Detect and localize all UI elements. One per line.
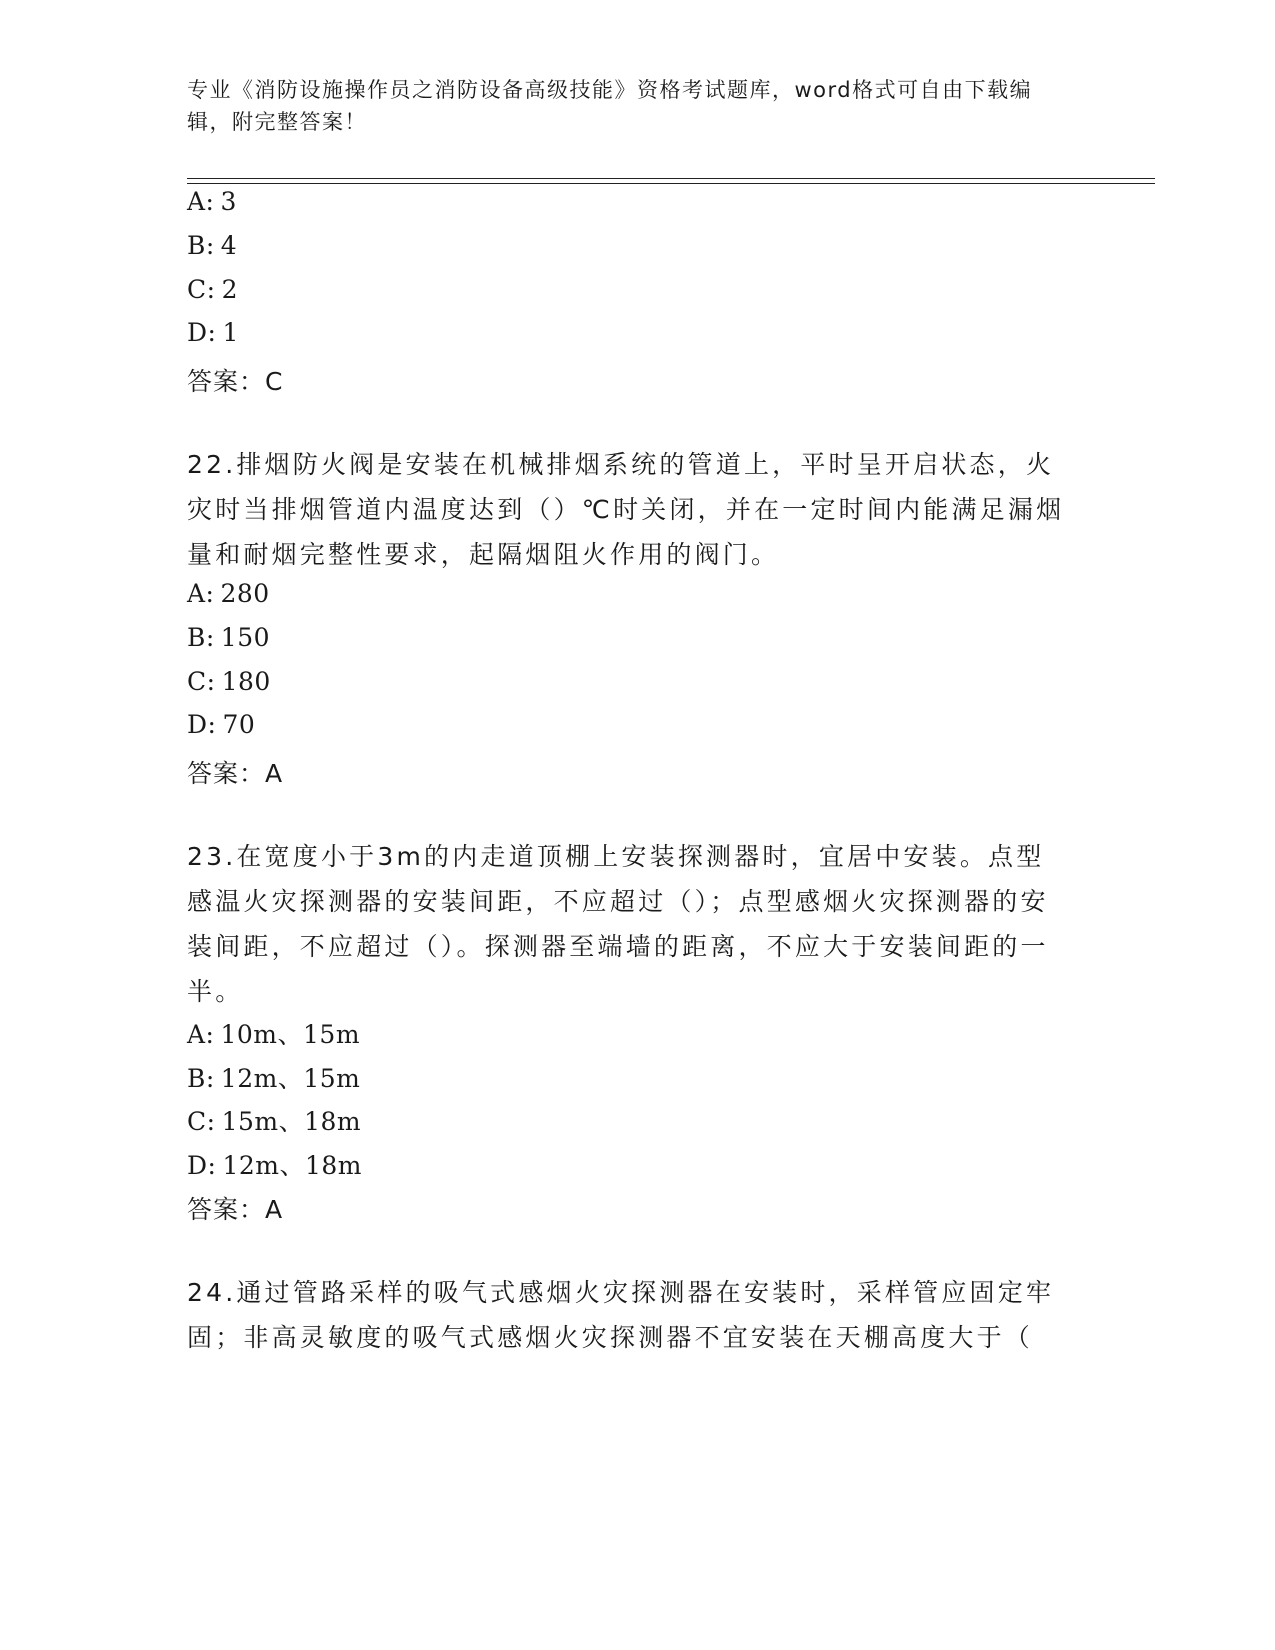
- option-text: 280: [220, 579, 270, 608]
- q21-option-d: [187, 318, 239, 347]
- option-label: A:: [187, 579, 215, 608]
- q23-option-c: [187, 1102, 361, 1138]
- q24-stem: 24.通过管路采样的吸气式感烟火灾探测器在安装时，采样管应固定牢固；非高灵敏度的吸气式感烟火灾探测器不宜安装在天棚高度大于（: [187, 1278, 1055, 1352]
- option-label: C:: [187, 275, 216, 304]
- option-text: 12m、15m: [220, 1064, 361, 1093]
- option-label: A:: [187, 1020, 215, 1049]
- option-label: D:: [187, 1151, 217, 1180]
- option-label: A:: [187, 187, 215, 216]
- q23-answer: 答案：A: [187, 1195, 284, 1224]
- option-label: D:: [187, 710, 217, 739]
- option-text: 180: [221, 667, 271, 696]
- option-label: C:: [187, 667, 216, 696]
- q22-answer: 答案：A: [187, 759, 284, 788]
- option-label: B:: [187, 1064, 215, 1093]
- header-divider-bottom: [187, 183, 1155, 184]
- option-text: 10m、15m: [220, 1020, 361, 1049]
- q21-answer: 答案：C: [187, 367, 284, 396]
- q22-stem: 22.排烟防火阀是安装在机械排烟系统的管道上，平时呈开启状态，火灾时当排烟管道内温度达到（）℃时关闭，并在一定时间内能满足漏烟量和耐烟完整性要求，起隔烟阻火作用的阀门。: [187, 450, 1065, 569]
- option-text: 15m、18m: [221, 1107, 362, 1136]
- q22-option-d: [187, 710, 255, 739]
- q23-option-a: [187, 1015, 360, 1051]
- option-label: D:: [187, 318, 217, 347]
- header-divider-top: [187, 178, 1155, 179]
- option-text: 70: [222, 710, 256, 739]
- option-text: 3: [220, 187, 237, 216]
- option-text: 150: [220, 623, 271, 652]
- document-header: 专业《消防设施操作员之消防设备高级技能》资格考试题库，word格式可自由下载编辑，附完整答案！: [187, 78, 1033, 134]
- option-text: 1: [222, 318, 239, 347]
- q22-option-b: [187, 623, 270, 652]
- option-label: B:: [187, 623, 215, 652]
- option-label: C:: [187, 1107, 216, 1136]
- q23-stem: 23.在宽度小于3m的内走道顶棚上安装探测器时，宜居中安装。点型感温火灾探测器的安装间距，不应超过（）；点型感烟火灾探测器的安装间距，不应超过（）。探测器至端墙的距离，不应大于安装间距的一半。: [187, 842, 1049, 1006]
- q22-option-c: [187, 667, 271, 696]
- q23-option-b: [187, 1059, 360, 1095]
- q21-option-b: [187, 231, 237, 260]
- option-text: 12m、18m: [222, 1151, 363, 1180]
- option-label: B:: [187, 231, 215, 260]
- q23-option-d: [187, 1146, 362, 1182]
- option-text: 2: [221, 275, 238, 304]
- option-text: 4: [220, 231, 238, 260]
- q22-option-a: [187, 579, 270, 608]
- q21-option-c: [187, 275, 238, 304]
- q21-option-a: [187, 187, 237, 216]
